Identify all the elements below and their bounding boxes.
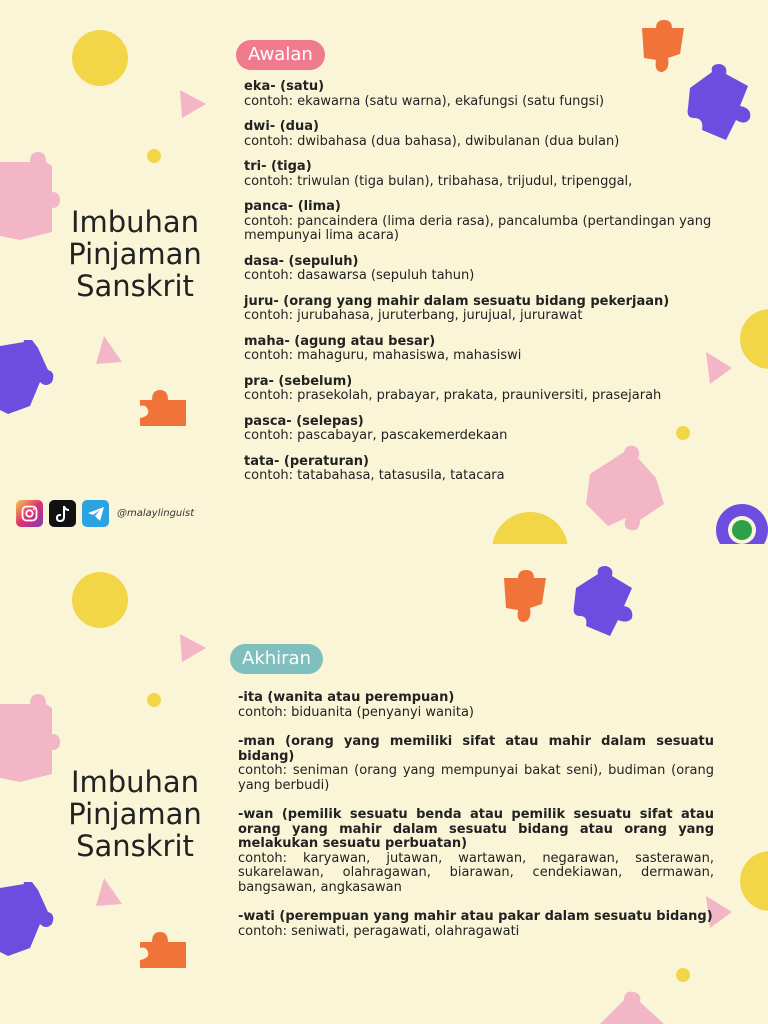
affix-example: contoh: tatabahasa, tatasusila, tatacara (244, 468, 505, 483)
prefix-list (244, 80, 728, 495)
affix-heading: -man (orang yang memiliki sifat atau mahir dalam sesuatu bidang) (238, 734, 714, 764)
affix-example: contoh: seniwati, peragawati, olahragawati (238, 923, 520, 939)
orange-puzzle-decoration (136, 386, 190, 430)
section-label-akhiran: Akhiran (230, 644, 323, 674)
yellow-circle-decoration (70, 570, 130, 630)
pink-triangle-decoration (92, 876, 126, 910)
list-item (238, 691, 714, 720)
affix-heading: dasa- (sepuluh) (244, 253, 359, 269)
orange-puzzle-decoration (498, 568, 550, 626)
affix-heading: pra- (sebelum) (244, 373, 353, 389)
list-item (244, 295, 728, 324)
list-item (244, 375, 728, 404)
purple-puzzle-decoration (0, 340, 54, 414)
affix-example: contoh: pancaindera (lima deria rasa), pancalumba (pertandingan yang mempunyai lima acara) (244, 213, 712, 243)
affix-heading: panca- (lima) (244, 199, 341, 214)
affix-heading: tata- (peraturan) (244, 453, 369, 469)
tiktok-icon[interactable] (49, 500, 76, 527)
telegram-icon[interactable] (82, 500, 109, 527)
yellow-dot-decoration (146, 692, 162, 708)
affix-example: contoh: dasawarsa (sepuluh tahun) (244, 268, 475, 283)
list-item (244, 455, 728, 484)
title-line: Pinjaman (68, 797, 202, 831)
affix-example: contoh: biduanita (penyanyi wanita) (238, 704, 474, 720)
social-links (16, 500, 194, 527)
list-item (244, 335, 728, 364)
purple-puzzle-decoration (0, 882, 54, 956)
list-item (244, 120, 728, 149)
pink-puzzle-decoration (594, 988, 668, 1024)
title-line: Sanskrit (76, 269, 194, 303)
affix-example: contoh: triwulan (tiga bulan), tribahasa, trijudul, tripenggal, (244, 173, 633, 189)
title-line: Imbuhan (70, 765, 200, 799)
slide-akhiran (0, 544, 768, 1024)
list-item (238, 735, 714, 793)
affix-heading: pasca- (selepas) (244, 413, 364, 429)
yellow-dot-decoration (146, 148, 162, 164)
title-line: Sanskrit (76, 829, 194, 863)
affix-example: contoh: pascabayar, pascakemerdekaan (244, 428, 508, 443)
yellow-circle-decoration (490, 510, 570, 544)
yellow-circle-decoration (738, 850, 768, 912)
affix-heading: -ita (wanita atau perempuan) (238, 690, 455, 705)
page-title (50, 206, 220, 302)
affix-example: contoh: ekawarna (satu warna), ekafungsi (satu fungsi) (244, 93, 605, 109)
page-title (50, 766, 220, 862)
list-item (244, 200, 728, 244)
yellow-circle-decoration (738, 308, 768, 370)
list-item (244, 255, 728, 284)
purple-puzzle-decoration (568, 566, 642, 638)
affix-example: contoh: dwibahasa (dua bahasa), dwibulanan (dua bulan) (244, 133, 620, 149)
gear-icon (706, 496, 768, 544)
yellow-dot-decoration (675, 967, 691, 983)
affix-example: contoh: prasekolah, prabayar, prakata, prauniversiti, prasejarah (244, 388, 662, 403)
affix-example: contoh: karyawan, jutawan, wartawan, negarawan, sasterawan, sukarelawan, olahragawan, biarawan, cendekiawan, dermawan, bangsawan, angkasawan (238, 850, 714, 895)
affix-heading: eka- (satu) (244, 79, 325, 94)
affix-heading: maha- (agung atau besar) (244, 333, 436, 349)
title-line: Imbuhan (70, 205, 200, 239)
social-handle[interactable]: @malaylinguist (117, 508, 195, 519)
affix-heading: tri- (tiga) (244, 159, 312, 174)
list-item (244, 415, 728, 444)
affix-heading: dwi- (dua) (244, 119, 319, 134)
instagram-icon[interactable] (16, 500, 43, 527)
pink-triangle-decoration (176, 630, 210, 666)
title-line: Pinjaman (68, 237, 202, 271)
affix-example: contoh: mahaguru, mahasiswa, mahasiswi (244, 348, 522, 363)
list-item (238, 910, 714, 939)
affix-heading: -wan (pemilik sesuatu benda atau pemilik sesuatu sifat atau orang yang mahir dalam sesuatu bidang atau orang yang melakukan sesuatu perbuatan) (238, 807, 714, 851)
affix-example: contoh: jurubahasa, juruterbang, jurujual, jururawat (244, 308, 583, 323)
suffix-list (238, 691, 714, 954)
list-item (238, 808, 714, 895)
pink-triangle-decoration (92, 334, 126, 368)
affix-heading: -wati (perempuan yang mahir atau pakar dalam sesuatu bidang) (238, 909, 713, 924)
pink-triangle-decoration (176, 86, 210, 122)
affix-example: contoh: seniman (orang yang mempunyai bakat seni), budiman (orang yang berbudi) (238, 763, 714, 793)
orange-puzzle-decoration (636, 18, 688, 76)
orange-puzzle-decoration (136, 928, 190, 972)
affix-heading: juru- (orang yang mahir dalam sesuatu bidang pekerjaan) (244, 293, 670, 309)
list-item (244, 160, 728, 189)
list-item (244, 80, 728, 109)
yellow-circle-decoration (70, 28, 130, 88)
section-label-awalan: Awalan (236, 40, 325, 70)
